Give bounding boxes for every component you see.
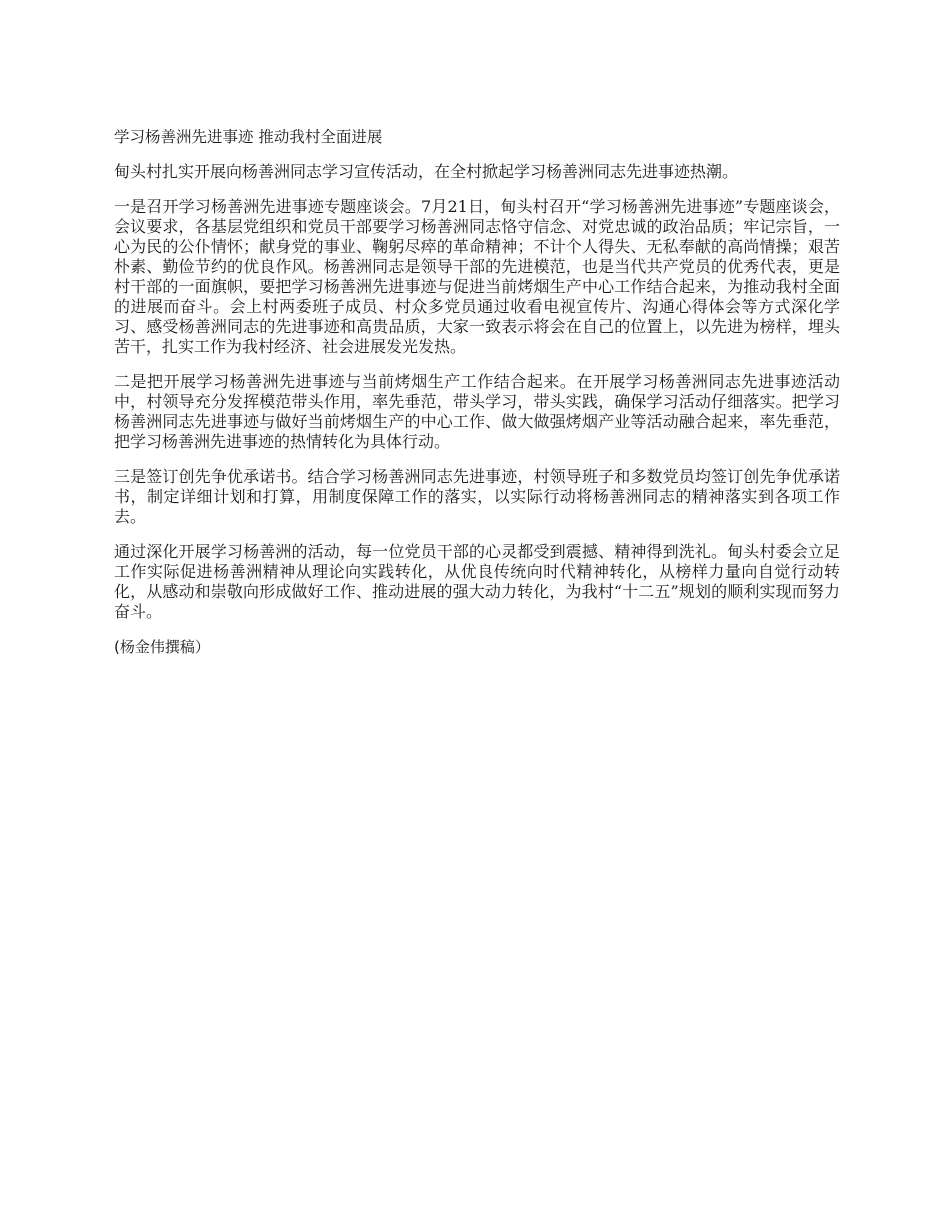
paragraph-point-one: 一是召开学习杨善洲先进事迹专题座谈会。7月21日，甸头村召开“学习杨善洲先进事迹”专题座谈会，会议要求，各基层党组织和党员干部要学习杨善洲同志恪守信念、对党忠诚的政治品质；牢记宗旨，一心为民的公仆情怀；献身党的事业、鞠躬尽瘁的革命精神；不计个人得失、无私奉献的高尚情操；艰苦朴素、勤俭节约的优良作风。杨善洲同志是领导干部的先进模范，也是当代共产党员的优秀代表，更是村干部的一面旗帜，要把学习杨善洲先进事迹与促进当前烤烟生产中心工作结合起来，为推动我村全面的进展而奋斗。会上村两委班子成员、村众多党员通过收看电视宣传片、沟通心得体会等方式深化学习、感受杨善洲同志的先进事迹和高贵品质，大家一致表示将会在自己的位置上，以先进为榜样，埋头苦干，扎实工作为我村经济、社会进展发光发热。 — [114, 197, 840, 356]
document-page — [114, 127, 840, 657]
paragraph-point-two: 二是把开展学习杨善洲先进事迹与当前烤烟生产工作结合起来。在开展学习杨善洲同志先进事迹活动中，村领导充分发挥模范带头作用，率先垂范，带头学习，带头实践，确保学习活动仔细落实。把学习杨善洲同志先进事迹与做好当前烤烟生产的中心工作、做大做强烤烟产业等活动融合起来，率先垂范，把学习杨善洲先进事迹的热情转化为具体行动。 — [114, 372, 840, 451]
author-byline: (杨金伟撰稿） — [114, 638, 210, 656]
paragraph-conclusion: 通过深化开展学习杨善洲的活动，每一位党员干部的心灵都受到震撼、精神得到洗礼。甸头村委会立足工作实际促进杨善洲精神从理论向实践转化，从优良传统向时代精神转化，从榜样力量向自觉行动转化，从感动和崇敬向形成做好工作、推动进展的强大动力转化，为我村“十二五”规划的顺利实现而努力奋斗。 — [114, 542, 840, 621]
paragraph-point-three: 三是签订创先争优承诺书。结合学习杨善洲同志先进事迹，村领导班子和多数党员均签订创先争优承诺书，制定详细计划和打算，用制度保障工作的落实，以实际行动将杨善洲同志的精神落实到各项工作去。 — [114, 467, 840, 526]
document-title: 学习杨善洲先进事迹 推动我村全面进展 — [114, 128, 383, 146]
paragraph-intro: 甸头村扎实开展向杨善洲同志学习宣传活动，在全村掀起学习杨善洲同志先进事迹热潮。 — [114, 162, 739, 181]
